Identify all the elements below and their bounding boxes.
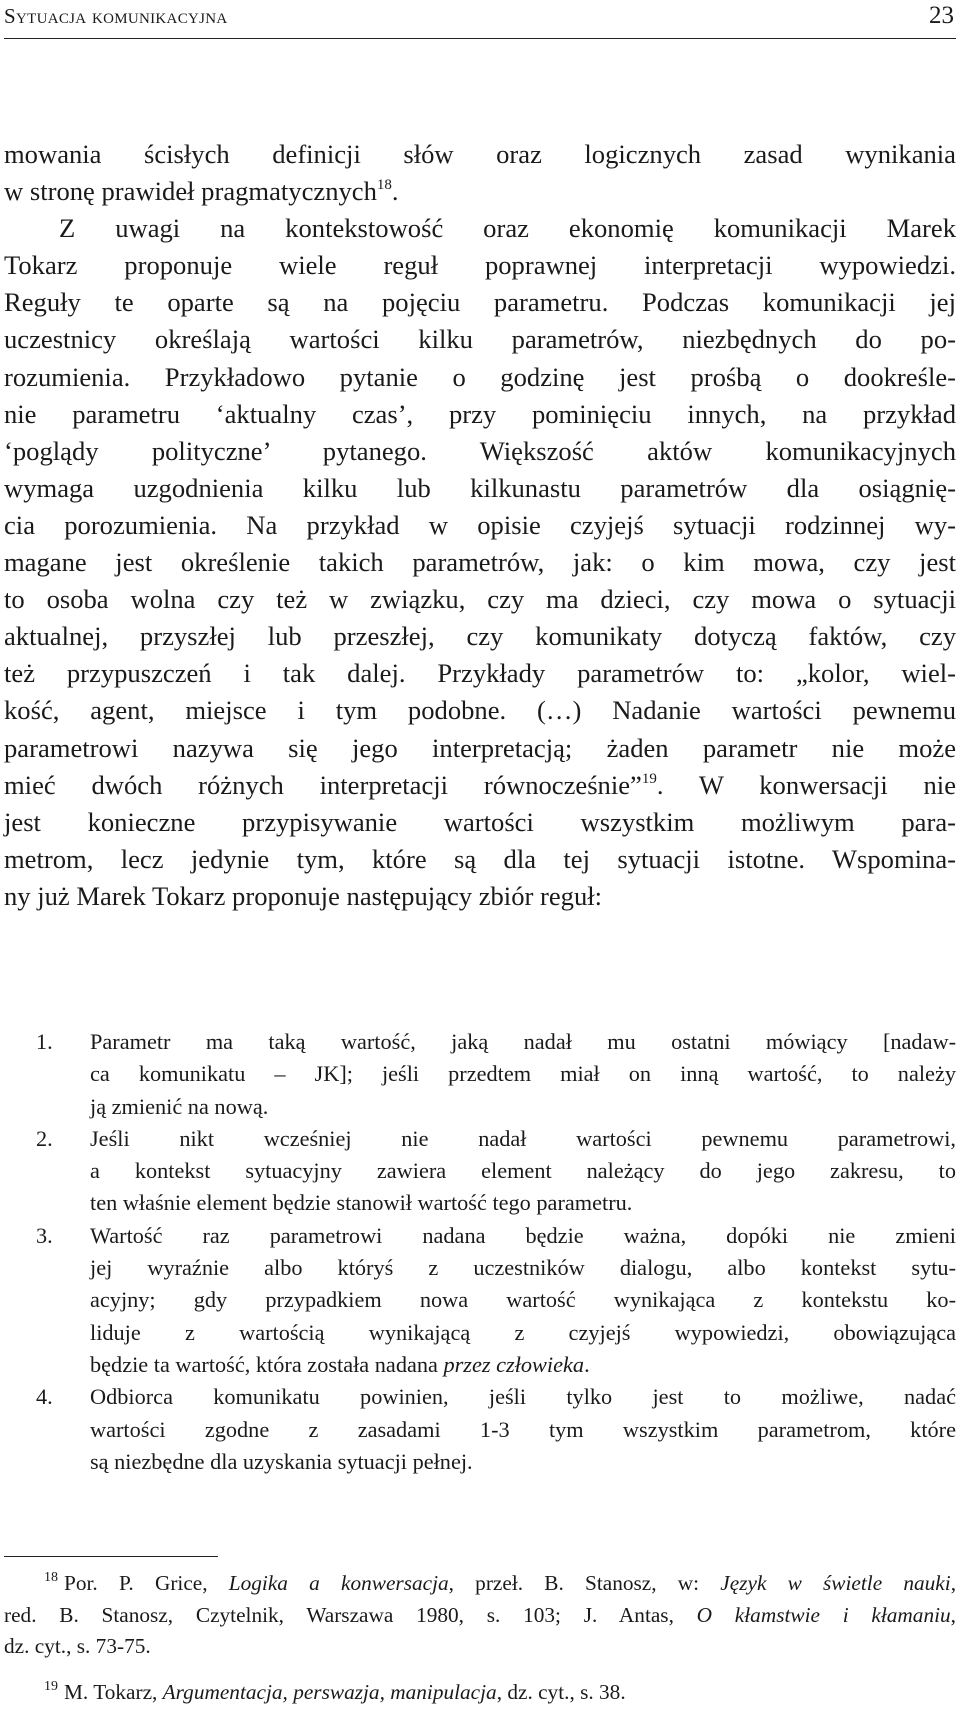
- rule-number: 2.: [36, 1125, 53, 1151]
- body-line: to osoba wolna czy też w związku, czy ma dzieci, czy mowa o sytuacji: [4, 584, 956, 615]
- body-line: też przypuszczeń i tak dalej. Przykłady parametrów to: „kolor, wiel-: [4, 658, 956, 689]
- rule-item-3: [36, 1220, 956, 1381]
- body-line: nie parametru ‘aktualny czas’, przy pominięciu innych, na przykład: [4, 398, 956, 429]
- footnotes: [4, 1568, 956, 1708]
- body-line: [4, 767, 956, 804]
- body-line: jest konieczne przypisywanie wartości wszystkim możliwym para-: [4, 806, 956, 837]
- page-header: [4, 0, 956, 38]
- rule-line: ca komunikatu – JK]; jeśli przedtem miał on inną wartość, to należy: [90, 1061, 956, 1087]
- footnote-separator: [4, 1556, 218, 1557]
- header-rule: [4, 38, 956, 39]
- rule-line: a kontekst sytuacyjny zawiera element należący do jego zakresu, to: [90, 1158, 956, 1184]
- body-line: w stronę prawideł pragmatycznych$^{18}$.: [4, 176, 399, 207]
- footnote-18-line: 18 Por. P. Grice, Logika a konwersacja, przeł. B. Stanosz, w: Język w świetle nauki,: [44, 1570, 957, 1595]
- body-line-text: . W konwersacji nie: [656, 769, 956, 800]
- body-line: ny już Marek Tokarz proponuje następujący zbiór reguł:: [4, 880, 603, 911]
- rule-line: ten właśnie element będzie stanowił wartość tego parametru.: [90, 1190, 633, 1216]
- body-text: [4, 136, 956, 915]
- rule-line: wartości zgodne z zasadami 1-3 tym wszystkim parametrom, które: [90, 1416, 956, 1442]
- body-line: cia porozumienia. Na przykład w opisie czyjejś sytuacji rodzinnej wy-: [4, 509, 956, 540]
- rule-line: acyjny; gdy przypadkiem nowa wartość wynikająca z kontekstu ko-: [90, 1287, 956, 1313]
- footnote-18-line: [4, 1631, 956, 1663]
- rule-line: Wartość raz parametrowi nadana będzie ważna, dopóki nie zmieni: [90, 1222, 956, 1248]
- body-line-text: w stronę prawideł pragmatycznych: [4, 176, 377, 207]
- footnote-gap: [4, 1663, 956, 1677]
- footnote-19-line: 19 M. Tokarz, Argumentacja, perswazja, manipulacja, dz. cyt., s. 38.: [44, 1678, 626, 1704]
- footnote-text: , dz. cyt., s. 38.: [496, 1679, 626, 1704]
- footnote-ref-19[interactable]: 19: [641, 770, 657, 787]
- rule-line: ją zmienić na nową.: [90, 1093, 269, 1119]
- body-line: Reguły te oparte są na pojęciu parametru. Podczas komunikacji jej: [4, 287, 956, 318]
- body-line: metrom, lecz jedynie tym, które są dla tej sytuacji istotne. Wspomina-: [4, 843, 956, 874]
- footnote-text: dz. cyt., s. 73-75.: [4, 1634, 151, 1658]
- rules-list: [36, 1026, 956, 1478]
- footnote-text: , przeł. B. Stanosz, w:: [448, 1571, 721, 1595]
- body-line: mowania ścisłych definicji słów oraz logicznych zasad wynikania: [4, 139, 956, 169]
- page-number: 23: [929, 2, 954, 29]
- rule-line: jej wyraźnie albo któryś z uczestników dialogu, albo kontekst sytu-: [90, 1255, 956, 1281]
- body-line: magane jest określenie takich parametrów, jak: o kim mowa, czy jest: [4, 547, 956, 578]
- rule-item-2: [36, 1123, 956, 1220]
- rule-line: są niezbędne dla uzyskania sytuacji pełnej.: [90, 1448, 473, 1474]
- rule-item-1: [36, 1026, 956, 1123]
- footnote-title: Logika a konwersacja: [228, 1571, 449, 1595]
- body-line: uczestnicy określają wartości kilku parametrów, niezbędnych do po-: [4, 324, 956, 355]
- rule-line-italic: przez człowieka: [443, 1351, 585, 1377]
- rule-number: 1.: [36, 1029, 53, 1054]
- rule-line-text: będzie ta wartość, która została nadana: [90, 1351, 444, 1377]
- footnote-ref-18[interactable]: 18: [376, 177, 392, 194]
- body-line: wymaga uzgodnienia kilku lub kilkunastu parametrów dla osiągnię-: [4, 472, 956, 503]
- rule-item-4: [36, 1381, 956, 1478]
- footnote-text: ,: [950, 1571, 957, 1595]
- body-line-text: mieć dwóch różnych interpretacji równocześnie”: [4, 769, 642, 800]
- body-line: aktualnej, przyszłej lub przeszłej, czy komunikaty dotyczą faktów, czy: [4, 621, 956, 652]
- footnote-18-line: [4, 1600, 956, 1632]
- footnote-text: M. Tokarz,: [64, 1679, 163, 1704]
- body-line: kość, agent, miejsce i tym podobne. (…) Nadanie wartości pewnemu: [4, 695, 956, 726]
- rule-line-text: .: [584, 1351, 590, 1377]
- footnote-text: ,: [950, 1602, 956, 1627]
- running-head: Sytuacja komunikacyjna: [4, 4, 228, 28]
- body-line: Z uwagi na kontekstowość oraz ekonomię komunikacji Marek: [59, 213, 956, 244]
- rule-line: Odbiorca komunikatu powinien, jeśli tylko jest to możliwe, nadać: [90, 1384, 956, 1410]
- rule-line: [90, 1349, 956, 1381]
- footnote-title: Język w świetle nauki: [720, 1571, 951, 1595]
- body-line: parametrowi nazywa się jego interpretacją; żaden parametr nie może: [4, 732, 956, 763]
- body-line: rozumienia. Przykładowo pytanie o godzinę jest prośbą o dookreśle-: [4, 361, 956, 392]
- body-line: ‘poglądy polityczne’ pytanego. Większość aktów komunikacyjnych: [4, 435, 956, 466]
- footnote-title: O kłamstwie i kłamaniu: [696, 1602, 951, 1627]
- body-line: Tokarz proponuje wiele reguł poprawnej interpretacji wypowiedzi.: [4, 250, 956, 281]
- footnote-title: Argumentacja, perswazja, manipulacja: [162, 1679, 497, 1704]
- rule-line: Jeśli nikt wcześniej nie nadał wartości pewnemu parametrowi,: [90, 1125, 956, 1151]
- rule-line: liduje z wartością wynikającą z czyjejś wypowiedzi, obowiązująca: [90, 1319, 956, 1345]
- rule-number: 4.: [36, 1384, 53, 1410]
- rule-line: Parametr ma taką wartość, jaką nadał mu ostatni mówiący [nadaw-: [90, 1029, 956, 1054]
- footnote-text: Por. P. Grice,: [64, 1571, 229, 1595]
- rule-number: 3.: [36, 1222, 53, 1248]
- footnote-text: red. B. Stanosz, Czytelnik, Warszawa 1980, s. 103; J. Antas,: [4, 1602, 697, 1627]
